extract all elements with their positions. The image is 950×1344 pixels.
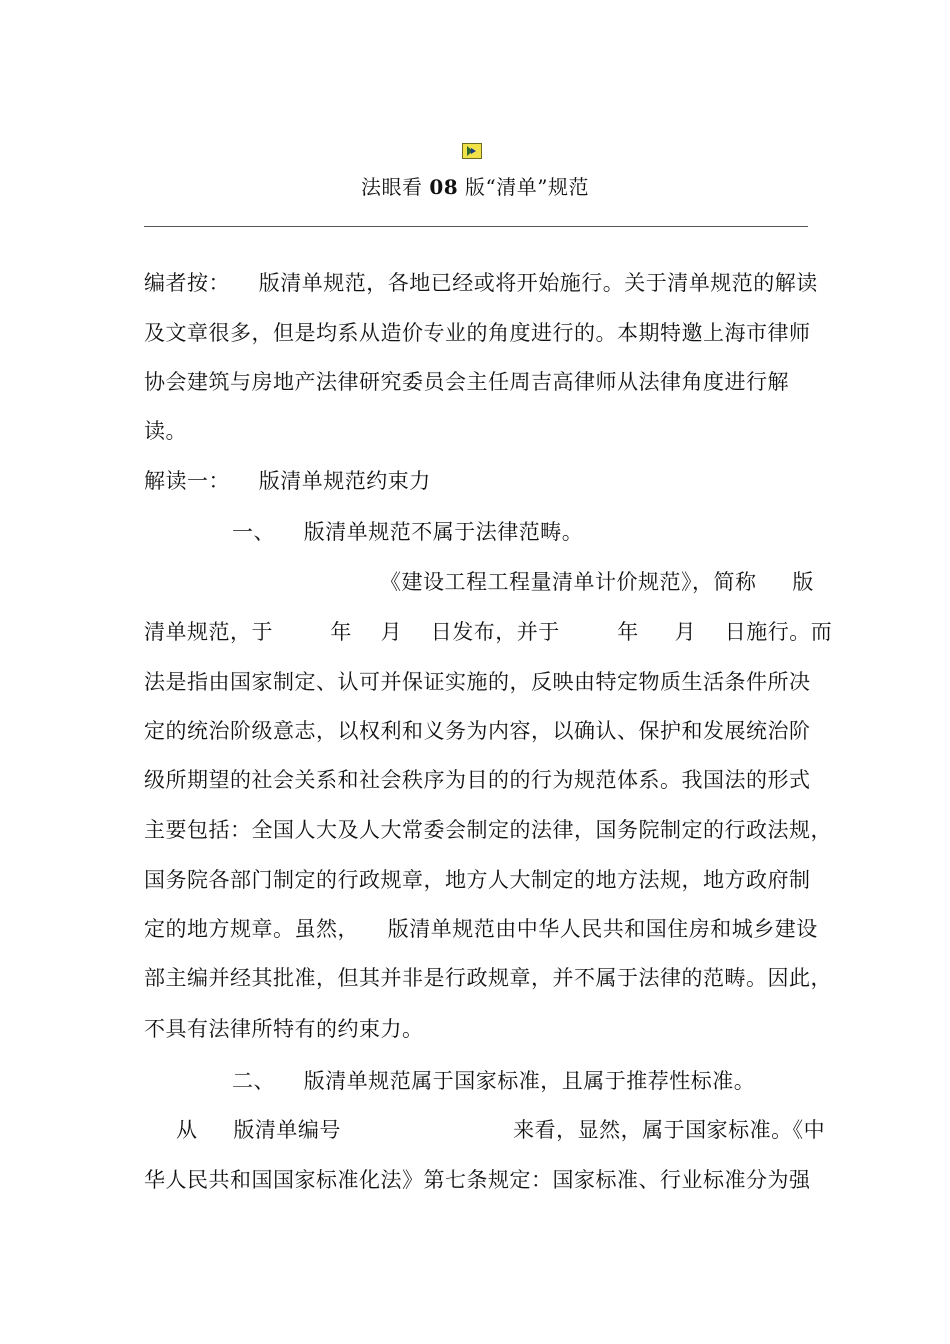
editor-note-line-3: 协会建筑与房地产法律研究委员会主任周吉高律师从法律角度进行解 bbox=[144, 370, 789, 394]
document-title bbox=[0, 172, 950, 202]
subsection-heading-1: 一、 版清单规范不属于法律范畴。 bbox=[232, 520, 584, 544]
paragraph-line-10: 不具有法律所特有的约束力。 bbox=[144, 1017, 424, 1041]
paragraph-line-7: 国务院各部门制定的行政规章，地方人大制定的地方法规，地方政府制 bbox=[144, 868, 811, 892]
paragraph-line-5: 级所期望的社会关系和社会秩序为目的的行为规范体系。我国法的形式 bbox=[144, 768, 811, 792]
editor-note-line-2: 及文章很多，但是均系从造价专业的角度进行的。本期特邀上海市律师 bbox=[144, 321, 811, 345]
paragraph-line-2: 清单规范，于 年 月 日发布，并于 年 月 日施行。而 bbox=[144, 620, 833, 644]
subsection-heading-2: 二、 版清单规范属于国家标准，且属于推荐性标准。 bbox=[232, 1069, 756, 1093]
section-heading-1: 解读一： 版清单规范约束力 bbox=[144, 469, 431, 493]
title-prefix: 法眼看 bbox=[360, 175, 430, 199]
editor-note-line-4: 读。 bbox=[144, 419, 187, 443]
document-link-icon[interactable] bbox=[462, 143, 482, 159]
title-divider bbox=[144, 226, 808, 227]
paragraph-line-6: 主要包括：全国人大及人大常委会制定的法律，国务院制定的行政法规， bbox=[144, 818, 832, 842]
editor-note-line-1: 编者按： 版清单规范，各地已经或将开始施行。关于清单规范的解读 bbox=[144, 271, 818, 295]
paragraph2-line-2: 华人民共和国国家标准化法》第七条规定：国家标准、行业标准分为强 bbox=[144, 1168, 811, 1192]
paragraph-line-1: 《建设工程工程量清单计价规范》，简称 版 bbox=[380, 570, 814, 594]
paragraph-line-9: 部主编并经其批准，但其并非是行政规章，并不属于法律的范畴。因此， bbox=[144, 966, 832, 990]
paragraph-line-3: 法是指由国家制定、认可并保证实施的，反映由特定物质生活条件所决 bbox=[144, 670, 811, 694]
title-suffix: 版“清单”规范 bbox=[458, 175, 589, 199]
paragraph-line-4: 定的统治阶级意志，以权利和义务为内容，以确认、保护和发展统治阶 bbox=[144, 719, 811, 743]
paragraph-line-8: 定的地方规章。虽然， 版清单规范由中华人民共和国住房和城乡建设 bbox=[144, 917, 818, 941]
title-number: 08 bbox=[429, 175, 459, 199]
paragraph2-line-1: 从 版清单编号 来看，显然，属于国家标准。《中 bbox=[176, 1118, 826, 1142]
